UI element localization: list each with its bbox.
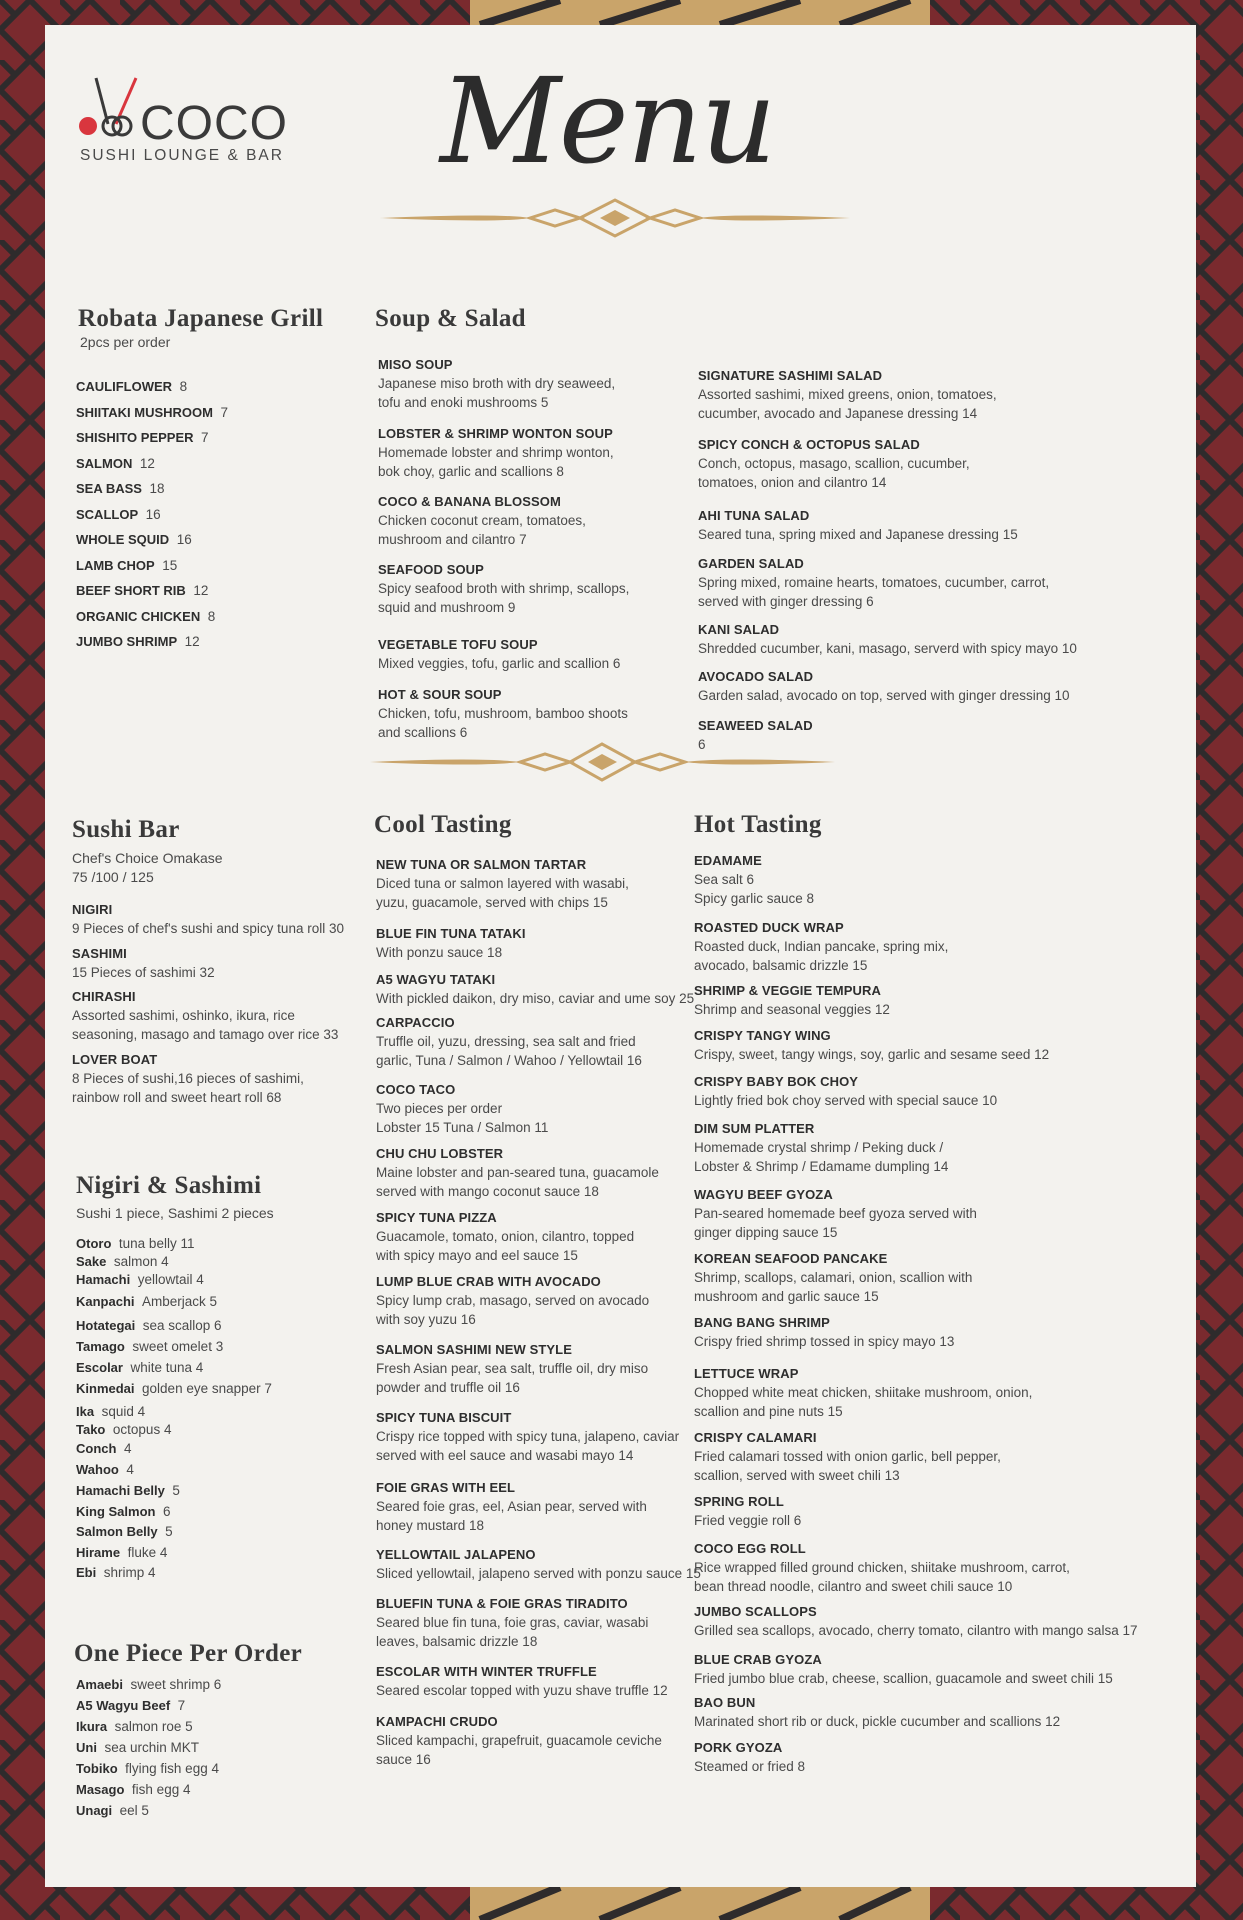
item-name: Amaebi bbox=[76, 1677, 123, 1692]
menu-item bbox=[376, 970, 694, 1008]
item-price: 5 bbox=[172, 1483, 180, 1498]
sushi-bar-note: Chef's Choice Omakase bbox=[72, 850, 223, 866]
item-name: CHIRASHI bbox=[72, 989, 136, 1004]
menu-item bbox=[76, 1481, 180, 1500]
item-name: Conch bbox=[76, 1441, 117, 1456]
item-name: FOIE GRAS WITH EEL bbox=[376, 1480, 516, 1495]
menu-item bbox=[378, 355, 615, 412]
item-name: SHISHITO PEPPER bbox=[76, 430, 194, 445]
menu-item bbox=[694, 1738, 805, 1776]
item-name: Hirame bbox=[76, 1545, 121, 1560]
item-description-2: served with ginger dressing 6 bbox=[698, 594, 874, 609]
menu-item bbox=[694, 1693, 1060, 1731]
item-name: KANI SALAD bbox=[698, 622, 780, 637]
item-price: 15 bbox=[162, 558, 178, 573]
item-name: SASHIMI bbox=[72, 946, 127, 961]
item-description: Two pieces per order bbox=[376, 1101, 503, 1116]
menu-item bbox=[76, 1717, 193, 1736]
menu-item bbox=[376, 1712, 662, 1769]
menu-item bbox=[376, 1272, 649, 1329]
item-name: A5 Wagyu Beef bbox=[76, 1698, 171, 1713]
item-name: A5 WAGYU TATAKI bbox=[376, 972, 496, 987]
item-description: Seared blue fin tuna, foie gras, caviar, wasabi bbox=[376, 1615, 649, 1630]
item-description: Homemade crystal shrimp / Peking duck / bbox=[694, 1140, 944, 1155]
menu-item bbox=[698, 667, 1069, 705]
item-name: Otoro bbox=[76, 1236, 112, 1251]
menu-item bbox=[76, 607, 215, 626]
item-name: Kinmedai bbox=[76, 1381, 135, 1396]
item-description-2: with soy yuzu 16 bbox=[376, 1312, 476, 1327]
menu-item bbox=[378, 635, 620, 673]
menu-item bbox=[698, 716, 813, 754]
menu-item bbox=[76, 1502, 170, 1521]
section-title-soup-salad: Soup & Salad bbox=[375, 305, 526, 332]
item-description: Seared escolar topped with yuzu shave truffle 12 bbox=[376, 1683, 668, 1698]
menu-item bbox=[376, 1594, 648, 1651]
menu-item bbox=[694, 1185, 977, 1242]
item-name: SPICY TUNA PIZZA bbox=[376, 1210, 497, 1225]
item-description-2: tofu and enoki mushrooms 5 bbox=[378, 395, 549, 410]
item-description: Assorted sashimi, mixed greens, onion, tomatoes, bbox=[698, 387, 997, 402]
item-description-2: cucumber, avocado and Japanese dressing 14 bbox=[698, 406, 978, 421]
menu-item bbox=[378, 424, 614, 481]
item-name: CARPACCIO bbox=[376, 1015, 455, 1030]
item-price: 8 bbox=[179, 379, 188, 394]
item-description: Spring mixed, romaine hearts, tomatoes, cucumber, carrot, bbox=[698, 575, 1050, 590]
item-name: LOBSTER & SHRIMP WONTON SOUP bbox=[378, 426, 613, 441]
item-name: BLUE CRAB GYOZA bbox=[694, 1652, 822, 1667]
menu-item bbox=[76, 1358, 203, 1377]
item-description-2: rainbow roll and sweet heart roll 68 bbox=[72, 1090, 282, 1105]
item-name: SHRIMP & VEGGIE TEMPURA bbox=[694, 983, 881, 998]
item-description: Mixed veggies, tofu, garlic and scallion 6 bbox=[378, 656, 621, 671]
item-name: Hamachi Belly bbox=[76, 1483, 165, 1498]
item-price: 12 bbox=[184, 634, 200, 649]
section-title-one-piece: One Piece Per Order bbox=[74, 1640, 303, 1667]
item-name: COCO & BANANA BLOSSOM bbox=[378, 494, 561, 509]
item-price: sea scallop 6 bbox=[142, 1318, 222, 1333]
item-description: Conch, octopus, masago, scallion, cucumber, bbox=[698, 456, 970, 471]
menu-item bbox=[376, 1340, 648, 1397]
item-description: Crispy, sweet, tangy wings, soy, garlic and sesame seed 12 bbox=[694, 1047, 1050, 1062]
item-description: Homemade lobster and shrimp wonton, bbox=[378, 445, 614, 460]
menu-item bbox=[76, 403, 228, 422]
menu-item bbox=[376, 1013, 642, 1070]
menu-item bbox=[76, 1563, 156, 1582]
item-description: Roasted duck, Indian pancake, spring mix, bbox=[694, 939, 949, 954]
menu-item bbox=[376, 1545, 701, 1583]
item-name: SEAWEED SALAD bbox=[698, 718, 813, 733]
item-description: Shrimp and seasonal veggies 12 bbox=[694, 1002, 890, 1017]
robata-note: 2pcs per order bbox=[80, 334, 171, 350]
item-description-2: scallion, served with sweet chili 13 bbox=[694, 1468, 900, 1483]
item-price: octopus 4 bbox=[112, 1422, 172, 1437]
item-description: Diced tuna or salmon layered with wasabi, bbox=[376, 876, 629, 891]
item-price: fish egg 4 bbox=[131, 1782, 191, 1797]
item-price: white tuna 4 bbox=[130, 1360, 204, 1375]
item-name: SALMON bbox=[76, 456, 133, 471]
item-name: Kanpachi bbox=[76, 1294, 135, 1309]
item-description: Crispy rice topped with spicy tuna, jalapeno, caviar bbox=[376, 1429, 680, 1444]
item-description: Fried veggie roll 6 bbox=[694, 1513, 802, 1528]
item-description-2: yuzu, guacamole, served with chips 15 bbox=[376, 895, 608, 910]
sushi-bar-prices: 75 /100 / 125 bbox=[72, 869, 154, 885]
menu-item bbox=[76, 1316, 222, 1335]
item-description-2: sauce 16 bbox=[376, 1752, 431, 1767]
menu-item bbox=[76, 1460, 134, 1479]
menu-item bbox=[694, 1492, 801, 1530]
nigiri-note: Sushi 1 piece, Sashimi 2 pieces bbox=[76, 1205, 274, 1221]
menu-item bbox=[76, 1270, 204, 1289]
item-description-2: and scallions 6 bbox=[378, 725, 468, 740]
item-description: Seared tuna, spring mixed and Japanese dressing 15 bbox=[698, 527, 1018, 542]
item-name: SPICY TUNA BISCUIT bbox=[376, 1410, 512, 1425]
item-description: Pan-seared homemade beef gyoza served with bbox=[694, 1206, 977, 1221]
menu-item bbox=[694, 1072, 997, 1110]
item-description-2: ginger dipping sauce 15 bbox=[694, 1225, 838, 1240]
item-name: COCO EGG ROLL bbox=[694, 1541, 806, 1556]
menu-item bbox=[72, 987, 338, 1044]
item-description: Fresh Asian pear, sea salt, truffle oil, dry miso bbox=[376, 1361, 649, 1376]
item-price: Amberjack 5 bbox=[142, 1294, 218, 1309]
item-description-2: mushroom and garlic sauce 15 bbox=[694, 1289, 879, 1304]
item-name: KAMPACHI CRUDO bbox=[376, 1714, 498, 1729]
item-description: Shredded cucumber, kani, masago, serverd with spicy mayo 10 bbox=[698, 641, 1077, 656]
item-name: ROASTED DUCK WRAP bbox=[694, 920, 844, 935]
item-description-2: tomatoes, onion and cilantro 14 bbox=[698, 475, 887, 490]
menu-item bbox=[76, 1738, 199, 1757]
item-name: NEW TUNA OR SALMON TARTAR bbox=[376, 857, 587, 872]
menu-item bbox=[72, 1050, 304, 1107]
menu-item bbox=[694, 1364, 1032, 1421]
item-name: Hotategai bbox=[76, 1318, 136, 1333]
item-description: Sliced yellowtail, jalapeno served with ponzu sauce 15 bbox=[376, 1566, 701, 1581]
item-description: Chopped white meat chicken, shiitake mushroom, onion, bbox=[694, 1385, 1033, 1400]
item-description-2: bok choy, garlic and scallions 8 bbox=[378, 464, 564, 479]
logo-subtitle: SUSHI LOUNGE & BAR bbox=[80, 147, 284, 164]
menu-item bbox=[76, 1522, 173, 1541]
item-description-2: Lobster & Shrimp / Edamame dumpling 14 bbox=[694, 1159, 949, 1174]
item-name: WHOLE SQUID bbox=[76, 532, 170, 547]
item-name: Tobiko bbox=[76, 1761, 118, 1776]
item-name: VEGETABLE TOFU SOUP bbox=[378, 637, 538, 652]
item-price: sweet omelet 3 bbox=[132, 1339, 224, 1354]
menu-item bbox=[694, 851, 814, 908]
menu-item bbox=[694, 981, 890, 1019]
item-name: ESCOLAR WITH WINTER TRUFFLE bbox=[376, 1664, 597, 1679]
item-description: 15 Pieces of sashimi 32 bbox=[72, 965, 215, 980]
menu-item bbox=[376, 1144, 659, 1201]
menu-item bbox=[76, 1234, 194, 1253]
menu-item bbox=[76, 1337, 223, 1356]
item-description-2: mushroom and cilantro 7 bbox=[378, 532, 527, 547]
item-description-2: powder and truffle oil 16 bbox=[376, 1380, 520, 1395]
item-name: DIM SUM PLATTER bbox=[694, 1121, 815, 1136]
item-description-2: with spicy mayo and eel sauce 15 bbox=[376, 1248, 578, 1263]
item-name: Masago bbox=[76, 1782, 125, 1797]
item-name: HOT & SOUR SOUP bbox=[378, 687, 502, 702]
item-name: SEA BASS bbox=[76, 481, 142, 496]
item-price: 7 bbox=[201, 430, 209, 445]
item-name: Unagi bbox=[76, 1803, 113, 1818]
item-description: Chicken, tofu, mushroom, bamboo shoots bbox=[378, 706, 628, 721]
item-name: AHI TUNA SALAD bbox=[698, 508, 810, 523]
item-description: Marinated short rib or duck, pickle cucumber and scallions 12 bbox=[694, 1714, 1061, 1729]
item-name: LETTUCE WRAP bbox=[694, 1366, 799, 1381]
menu-item bbox=[76, 454, 155, 473]
item-name: SCALLOP bbox=[76, 507, 139, 522]
gold-divider-ornament bbox=[380, 198, 850, 238]
item-description-2: Lobster 15 Tuna / Salmon 11 bbox=[376, 1120, 549, 1135]
item-description-2: honey mustard 18 bbox=[376, 1518, 485, 1533]
item-description: 9 Pieces of chef's sushi and spicy tuna roll 30 bbox=[72, 921, 344, 936]
item-name: Sake bbox=[76, 1254, 107, 1269]
item-name: CRISPY BABY BOK CHOY bbox=[694, 1074, 859, 1089]
item-name: Tamago bbox=[76, 1339, 125, 1354]
menu-item bbox=[694, 1602, 1137, 1640]
item-description: 6 bbox=[698, 737, 706, 752]
menu-item bbox=[76, 1402, 145, 1421]
item-name: Tako bbox=[76, 1422, 106, 1437]
menu-item bbox=[76, 1543, 167, 1562]
item-price: sweet shrimp 6 bbox=[130, 1677, 222, 1692]
item-name: Ikura bbox=[76, 1719, 108, 1734]
item-name: CRISPY TANGY WING bbox=[694, 1028, 831, 1043]
item-name: AVOCADO SALAD bbox=[698, 669, 814, 684]
item-name: SPICY CONCH & OCTOPUS SALAD bbox=[698, 437, 920, 452]
menu-item bbox=[72, 900, 344, 938]
menu-item bbox=[76, 581, 208, 600]
item-name: CRISPY CALAMARI bbox=[694, 1430, 817, 1445]
menu-item bbox=[694, 1249, 972, 1306]
logo-wordmark: COCO bbox=[140, 97, 288, 150]
item-name: NIGIRI bbox=[72, 902, 113, 917]
item-price: 18 bbox=[149, 481, 165, 496]
item-price: salmon roe 5 bbox=[114, 1719, 193, 1734]
item-name: BANG BANG SHRIMP bbox=[694, 1315, 830, 1330]
item-name: BAO BUN bbox=[694, 1695, 756, 1710]
menu-item bbox=[376, 1478, 647, 1535]
item-description-2: avocado, balsamic drizzle 15 bbox=[694, 958, 868, 973]
section-title-cool-tasting: Cool Tasting bbox=[374, 811, 512, 838]
menu-item bbox=[376, 924, 526, 962]
item-description: With ponzu sauce 18 bbox=[376, 945, 503, 960]
menu-item bbox=[376, 1080, 548, 1137]
menu-item bbox=[76, 1439, 131, 1458]
item-description: Steamed or fried 8 bbox=[694, 1759, 806, 1774]
menu-item bbox=[76, 1675, 221, 1694]
item-price: 7 bbox=[177, 1698, 186, 1713]
item-description: Maine lobster and pan-seared tuna, guacamole bbox=[376, 1165, 659, 1180]
item-description-2: garlic, Tuna / Salmon / Wahoo / Yellowtail 16 bbox=[376, 1053, 642, 1068]
item-description-2: squid and mushroom 9 bbox=[378, 600, 516, 615]
item-description-2: scallion and pine nuts 15 bbox=[694, 1404, 843, 1419]
item-name: ORGANIC CHICKEN bbox=[76, 609, 201, 624]
item-price: 6 bbox=[162, 1504, 171, 1519]
item-name: Escolar bbox=[76, 1360, 123, 1375]
item-name: King Salmon bbox=[76, 1504, 156, 1519]
item-price: 16 bbox=[176, 532, 192, 547]
item-name: SEAFOOD SOUP bbox=[378, 562, 484, 577]
item-name: WAGYU BEEF GYOZA bbox=[694, 1187, 833, 1202]
item-description: Chicken coconut cream, tomatoes, bbox=[378, 513, 586, 528]
menu-item bbox=[698, 620, 1077, 658]
menu-item bbox=[698, 554, 1049, 611]
menu-item bbox=[76, 428, 209, 447]
item-name: SHIITAKI MUSHROOM bbox=[76, 405, 213, 420]
menu-item bbox=[76, 1379, 272, 1398]
menu-item bbox=[72, 944, 215, 982]
item-description-2: leaves, balsamic drizzle 18 bbox=[376, 1634, 538, 1649]
item-description: 8 Pieces of sushi,16 pieces of sashimi, bbox=[72, 1071, 304, 1086]
menu-item bbox=[76, 1801, 149, 1820]
menu-item bbox=[698, 506, 1018, 544]
item-description: Shrimp, scallops, calamari, onion, scallion with bbox=[694, 1270, 973, 1285]
item-description: Truffle oil, yuzu, dressing, sea salt and fried bbox=[376, 1034, 636, 1049]
item-price: 4 bbox=[126, 1462, 134, 1477]
item-name: BLUEFIN TUNA & FOIE GRAS TIRADITO bbox=[376, 1596, 628, 1611]
menu-item bbox=[376, 1208, 634, 1265]
item-name: CHU CHU LOBSTER bbox=[376, 1146, 504, 1161]
menu-item bbox=[376, 1408, 679, 1465]
item-name: SALMON SASHIMI NEW STYLE bbox=[376, 1342, 572, 1357]
section-title-robata: Robata Japanese Grill bbox=[78, 305, 324, 332]
item-price: 12 bbox=[139, 456, 155, 471]
menu-item bbox=[694, 1119, 948, 1176]
item-name: YELLOWTAIL JALAPENO bbox=[376, 1547, 536, 1562]
menu-item bbox=[76, 556, 177, 575]
item-price: 12 bbox=[193, 583, 209, 598]
item-description: Garden salad, avocado on top, served with ginger dressing 10 bbox=[698, 688, 1070, 703]
item-price: yellowtail 4 bbox=[137, 1272, 204, 1287]
item-name: GARDEN SALAD bbox=[698, 556, 804, 571]
menu-item bbox=[694, 1539, 1070, 1596]
item-description: With pickled daikon, dry miso, caviar and ume soy 25 bbox=[376, 991, 695, 1006]
menu-item bbox=[76, 479, 165, 498]
menu-item bbox=[378, 560, 629, 617]
menu-item bbox=[76, 632, 200, 651]
menu-item bbox=[76, 1252, 169, 1271]
item-price: golden eye snapper 7 bbox=[142, 1381, 272, 1396]
menu-item bbox=[378, 685, 628, 742]
item-price: tuna belly 11 bbox=[118, 1236, 195, 1251]
item-description: Grilled sea scallops, avocado, cherry tomato, cilantro with mango salsa 17 bbox=[694, 1623, 1138, 1638]
menu-item bbox=[694, 1650, 1113, 1688]
item-description-2: bean thread noodle, cilantro and sweet chili sauce 10 bbox=[694, 1579, 1013, 1594]
menu-item bbox=[694, 1026, 1049, 1064]
menu-item bbox=[76, 1696, 185, 1715]
item-name: LUMP BLUE CRAB WITH AVOCADO bbox=[376, 1274, 601, 1289]
item-name: LOVER BOAT bbox=[72, 1052, 158, 1067]
menu-item bbox=[378, 492, 586, 549]
item-description: Spicy lump crab, masago, served on avocado bbox=[376, 1293, 650, 1308]
item-description: Seared foie gras, eel, Asian pear, served with bbox=[376, 1499, 647, 1514]
item-price: shrimp 4 bbox=[103, 1565, 156, 1580]
item-description-2: Spicy garlic sauce 8 bbox=[694, 891, 815, 906]
item-name: Ebi bbox=[76, 1565, 97, 1580]
item-description: Assorted sashimi, oshinko, ikura, rice bbox=[72, 1008, 295, 1023]
item-name: Ika bbox=[76, 1404, 95, 1419]
item-name: Hamachi bbox=[76, 1272, 131, 1287]
page-title: Menu bbox=[440, 52, 775, 190]
menu-item bbox=[376, 1662, 668, 1700]
menu-item bbox=[76, 1292, 217, 1311]
item-price: eel 5 bbox=[119, 1803, 149, 1818]
item-name: Wahoo bbox=[76, 1462, 119, 1477]
item-name: MISO SOUP bbox=[378, 357, 453, 372]
item-description: Japanese miso broth with dry seaweed, bbox=[378, 376, 616, 391]
menu-item bbox=[694, 1313, 954, 1351]
menu-item bbox=[694, 918, 948, 975]
item-price: 4 bbox=[123, 1441, 132, 1456]
item-price: salmon 4 bbox=[113, 1254, 169, 1269]
item-name: SIGNATURE SASHIMI SALAD bbox=[698, 368, 883, 383]
item-price: 16 bbox=[145, 507, 161, 522]
item-price: 7 bbox=[220, 405, 229, 420]
item-price: sea urchin MKT bbox=[104, 1740, 200, 1755]
item-description: Crispy fried shrimp tossed in spicy mayo 13 bbox=[694, 1334, 955, 1349]
menu-item bbox=[76, 1780, 190, 1799]
item-price: flying fish egg 4 bbox=[125, 1761, 219, 1776]
menu-item bbox=[698, 366, 997, 423]
item-name: Uni bbox=[76, 1740, 97, 1755]
item-price: fluke 4 bbox=[127, 1545, 168, 1560]
item-name: LAMB CHOP bbox=[76, 558, 155, 573]
item-name: JUMBO SHRIMP bbox=[76, 634, 178, 649]
menu-item bbox=[76, 530, 192, 549]
item-name: KOREAN SEAFOOD PANCAKE bbox=[694, 1251, 888, 1266]
item-description: Spicy seafood broth with shrimp, scallops, bbox=[378, 581, 630, 596]
item-name: CAULIFLOWER bbox=[76, 379, 173, 394]
menu-item bbox=[76, 1759, 219, 1778]
menu-item bbox=[694, 1428, 1001, 1485]
section-title-sushi-bar: Sushi Bar bbox=[72, 816, 180, 843]
item-description: Guacamole, tomato, onion, cilantro, topped bbox=[376, 1229, 635, 1244]
item-name: BLUE FIN TUNA TATAKI bbox=[376, 926, 526, 941]
item-price: 8 bbox=[207, 609, 216, 624]
item-name: EDAMAME bbox=[694, 853, 762, 868]
section-title-hot-tasting: Hot Tasting bbox=[694, 811, 822, 838]
item-price: 5 bbox=[165, 1524, 173, 1539]
item-name: BEEF SHORT RIB bbox=[76, 583, 186, 598]
item-name: Salmon Belly bbox=[76, 1524, 158, 1539]
menu-item bbox=[698, 435, 970, 492]
item-name: JUMBO SCALLOPS bbox=[694, 1604, 817, 1619]
menu-item bbox=[76, 1420, 171, 1439]
item-description-2: seasoning, masago and tamago over rice 33 bbox=[72, 1027, 339, 1042]
section-title-nigiri-sashimi: Nigiri & Sashimi bbox=[76, 1172, 262, 1199]
item-name: COCO TACO bbox=[376, 1082, 456, 1097]
item-description: Rice wrapped filled ground chicken, shiitake mushroom, carrot, bbox=[694, 1560, 1070, 1575]
item-price: squid 4 bbox=[101, 1404, 146, 1419]
item-name: PORK GYOZA bbox=[694, 1740, 783, 1755]
menu-item bbox=[76, 505, 161, 524]
item-description-2: served with eel sauce and wasabi mayo 14 bbox=[376, 1448, 634, 1463]
item-description: Lightly fried bok choy served with special sauce 10 bbox=[694, 1093, 998, 1108]
item-description: Fried jumbo blue crab, cheese, scallion, guacamole and sweet chili 15 bbox=[694, 1671, 1113, 1686]
item-description: Sliced kampachi, grapefruit, guacamole ceviche bbox=[376, 1733, 662, 1748]
item-name: SPRING ROLL bbox=[694, 1494, 784, 1509]
item-description-2: served with mango coconut sauce 18 bbox=[376, 1184, 599, 1199]
item-description: Sea salt 6 bbox=[694, 872, 755, 887]
item-description: Fried calamari tossed with onion garlic, bell pepper, bbox=[694, 1449, 1001, 1464]
menu-item bbox=[76, 377, 187, 396]
menu-item bbox=[376, 855, 629, 912]
